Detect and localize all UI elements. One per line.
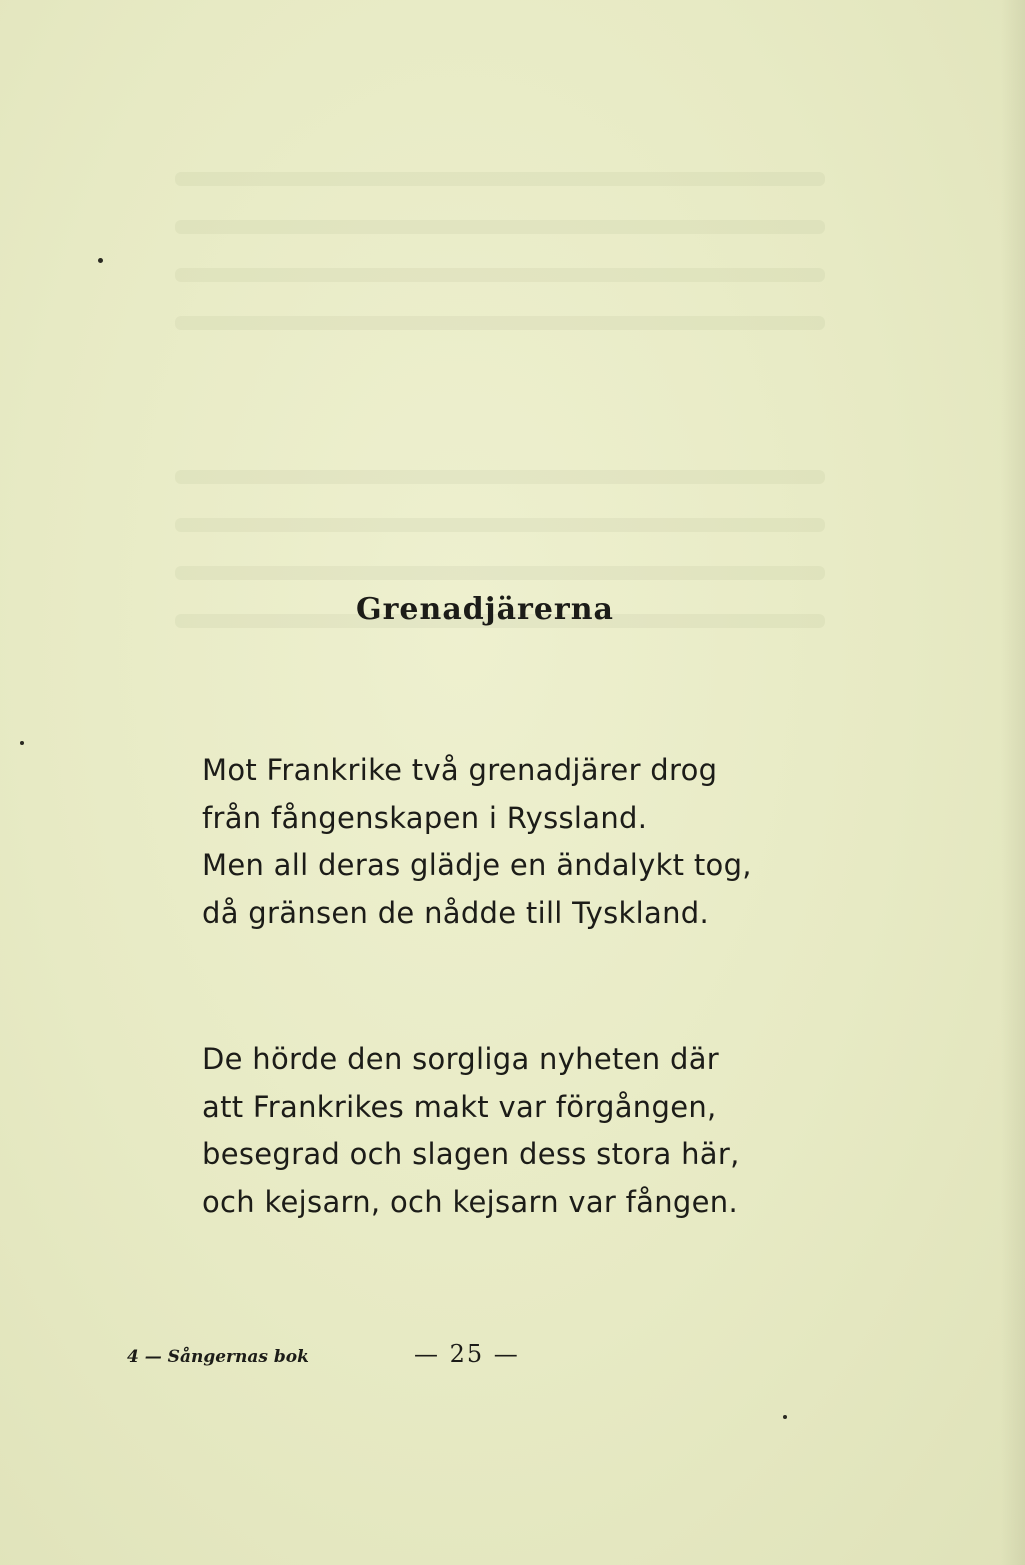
show-through-line <box>175 470 825 484</box>
poem-stanza-1 <box>202 747 752 937</box>
show-through-line <box>175 172 825 186</box>
poem-line: att Frankrikes makt var förgången, <box>202 1089 717 1124</box>
show-through-line <box>175 268 825 282</box>
ink-speck <box>783 1415 787 1419</box>
poem-line: och kejsarn, och kejsarn var fången. <box>202 1184 738 1219</box>
page-number: — 25 — <box>414 1340 520 1368</box>
poem-stanza-2 <box>202 1036 740 1226</box>
ink-speck <box>98 258 103 263</box>
poem-line: Men all deras glädje en ändalykt tog, <box>202 848 752 882</box>
show-through-line <box>175 518 825 532</box>
poem-line: De hörde den sorgliga nyheten där <box>202 1042 720 1076</box>
poem-line: Mot Frankrike två grenadjärer drog <box>202 753 718 787</box>
poem-line: besegrad och slagen dess stora här, <box>202 1137 740 1171</box>
signature-mark: 4 — Sångernas bok <box>127 1347 309 1367</box>
show-through-line <box>175 316 825 330</box>
show-through-line <box>175 220 825 234</box>
ink-speck <box>20 741 24 745</box>
poem-line: då gränsen de nådde till Tyskland. <box>202 895 709 930</box>
poem-line: från fångenskapen i Ryssland. <box>202 800 648 835</box>
page-edge-shadow <box>1001 0 1025 1565</box>
poem-title: Grenadjärerna <box>356 592 614 627</box>
show-through-line <box>175 566 825 580</box>
